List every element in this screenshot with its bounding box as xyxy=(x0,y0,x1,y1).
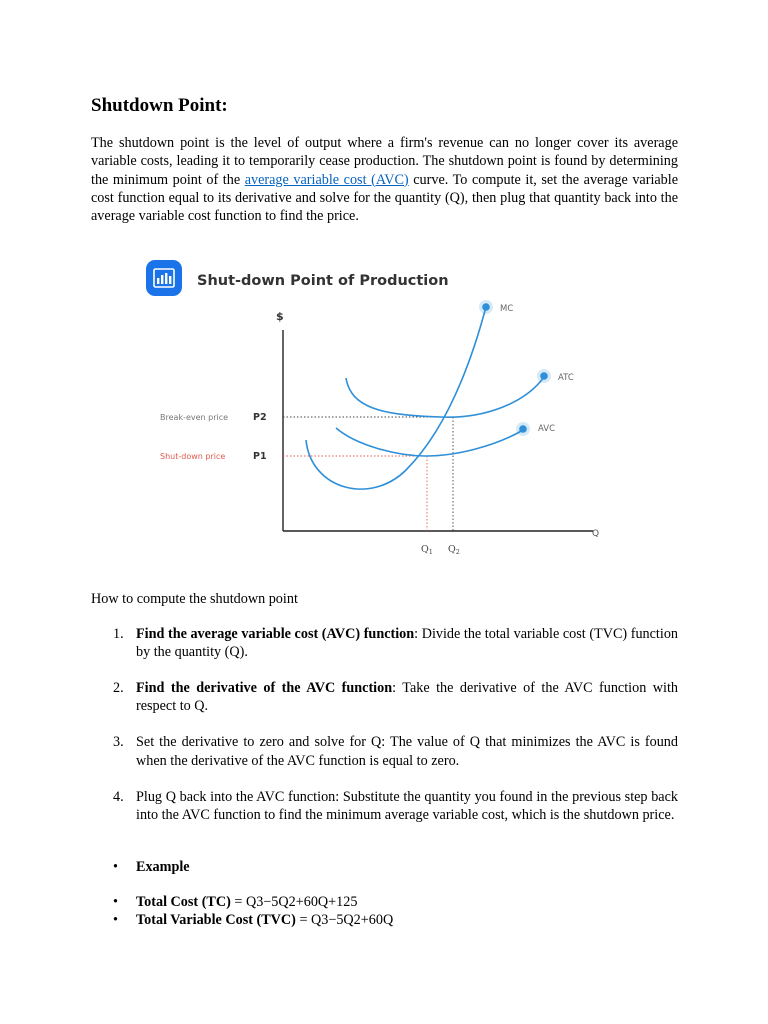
figure-title: Shut-down Point of Production xyxy=(197,273,449,289)
q2-label xyxy=(448,544,460,556)
step-number: 4. xyxy=(113,788,124,805)
total-variable-cost-label: Total Variable Cost (TVC) xyxy=(136,912,296,929)
total-cost-label: Total Cost (TC) xyxy=(136,894,231,910)
step-text: : Take the derivative of the AVC function with respect to Q. xyxy=(136,680,678,715)
bullet-marker: • xyxy=(113,859,118,875)
page-heading: Shutdown Point: xyxy=(91,95,228,116)
mc-curve xyxy=(306,307,486,489)
x-axis-label: Q xyxy=(592,529,600,539)
step-item xyxy=(91,679,678,715)
steps-list xyxy=(91,625,678,842)
step-title: Find the derivative of the AVC function xyxy=(136,680,393,697)
intro-text-after-link: curve. To compute it, set the average variable cost function equal to its derivative and solve for the quantity (Q), then plug that quantity back into the average variable cost function to find the price. xyxy=(91,171,679,225)
example-list xyxy=(91,858,678,876)
step-text: Set the derivative to zero and solve for Q: The value of Q that minimizes the AVC is found when the derivative of the AVC function is equal to zero. xyxy=(136,734,678,769)
mc-marker xyxy=(479,300,493,314)
step-text: Plug Q back into the AVC function: Substitute the quantity you found in the previous step back into the AVC function to find the minimum average variable cost, which is the shutdown price. xyxy=(136,788,678,823)
shutdown-point-figure xyxy=(141,250,641,570)
total-variable-cost-formula: = Q3−5Q2+60Q xyxy=(295,912,394,929)
atc-curve xyxy=(346,377,544,417)
shutdown-price-symbol: P1 xyxy=(253,451,267,462)
step-number: 2. xyxy=(113,680,124,697)
y-axis-label: $ xyxy=(276,310,284,323)
step-title: Find the average variable cost (AVC) function xyxy=(136,626,415,642)
mc-label: MC xyxy=(500,304,514,314)
atc-label: ATC xyxy=(558,373,574,383)
step-item xyxy=(91,788,678,824)
avc-marker xyxy=(516,422,530,436)
avc-link[interactable]: average variable cost (AVC) xyxy=(244,171,409,188)
step-number: 3. xyxy=(113,734,124,751)
list-item xyxy=(91,893,678,911)
intro-text-before-link: The shutdown point is the level of output where a firm's revenue can no longer cover its average variable costs, leading it to temporarily cease production. The shutdown point is found by determining the minimum point of the xyxy=(91,135,678,188)
step-item xyxy=(91,733,678,769)
step-text: : Divide the total variable cost (TVC) function by the quantity (Q). xyxy=(136,626,679,661)
break-even-price-symbol: P2 xyxy=(253,412,267,423)
total-cost-formula: = Q3−5Q2+60Q+125 xyxy=(230,894,358,910)
shutdown-price-text: Shut-down price xyxy=(160,452,226,461)
q2-subscript: 2 xyxy=(455,548,460,556)
q1-letter: Q xyxy=(421,544,429,555)
bullet-marker: • xyxy=(113,912,118,929)
q1-label xyxy=(421,544,433,556)
atc-marker xyxy=(537,369,551,383)
step-item xyxy=(91,625,678,661)
q2-letter: Q xyxy=(448,544,456,555)
step-number: 1. xyxy=(113,626,124,642)
bullet-marker: • xyxy=(113,894,118,910)
list-item xyxy=(91,911,678,929)
list-item xyxy=(91,858,678,876)
bar-chart-icon xyxy=(146,260,182,296)
cost-function-list xyxy=(91,893,678,930)
avc-label: AVC xyxy=(538,424,556,434)
intro-paragraph xyxy=(91,134,678,225)
q1-subscript: 1 xyxy=(428,548,433,556)
howto-heading: How to compute the shutdown point xyxy=(91,591,298,607)
break-even-price-text: Break-even price xyxy=(160,413,229,422)
example-label: Example xyxy=(136,859,190,875)
